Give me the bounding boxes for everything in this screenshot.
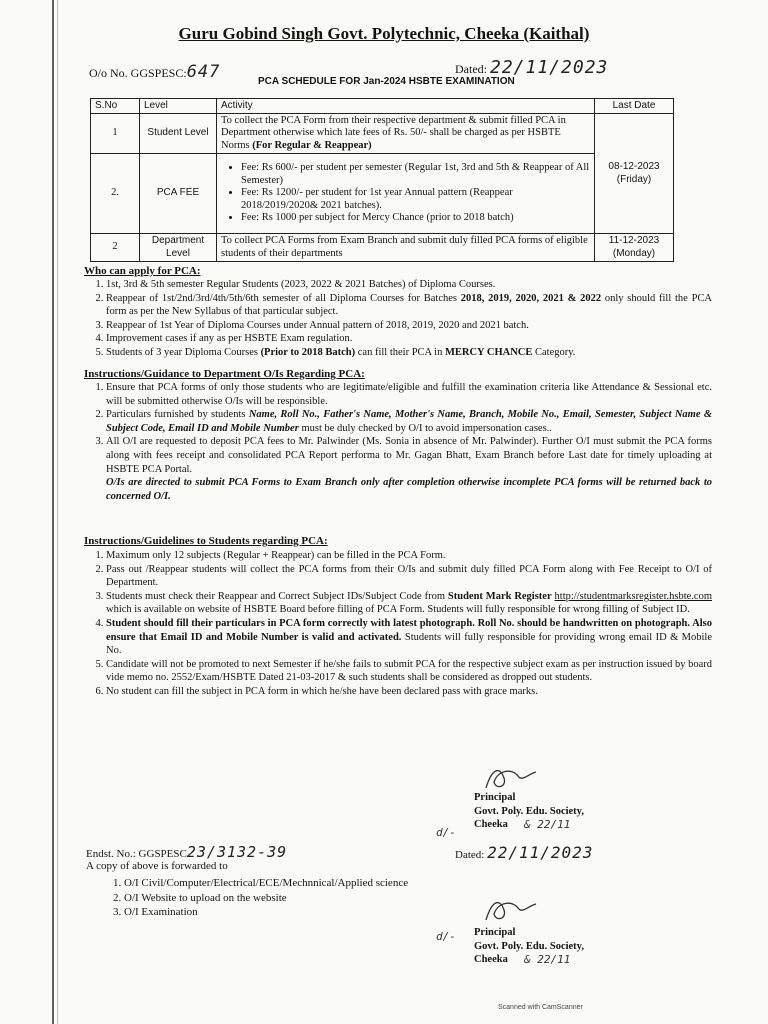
last-date-cell: 08-12-2023 (Friday): [595, 114, 674, 234]
list-item: • Fee: Rs 600/- per student per semester (Regular 1st, 3rd and 5th & Reappear of All Semester): [241, 162, 590, 187]
list-item: 5. Candidate will not be promoted to next Semester if he/she fails to submit PCA for the respective subject exam as per instruction issued by board vide memo no. 2552/Exam/HSBTE Dated 21-03-2017 & such students shall be considered as dropped out students.: [106, 658, 712, 685]
list-item: 1. Ensure that PCA forms of only those students who are legitimate/eligible and fulfill the examination criteria like Attendance & Sessional etc. will be submitted otherwise O/Is will be responsible.: [106, 381, 712, 408]
table-row: 2 Department Level To collect PCA Forms from Exam Branch and submit duly filled PCA forms of eligible students of their departments 11-12-2023 (Monday): [91, 234, 674, 262]
list-item: 1. Maximum only 12 subjects (Regular + Reappear) can be filled in the PCA Form.: [106, 549, 712, 563]
signature-block-2: Principal Govt. Poly. Edu. Society, Cheeka: [474, 927, 584, 965]
table-row: 2. PCA FEE • Fee: Rs 600/- per student per semester (Regular 1st, 3rd and 5th & Reappear of All Semester) • Fee: Rs 1200/- per student for 1st year Annual pattern (Reappear 2018/2019/2020& 2021 batches). • Fee: Rs 1000 per subject for Mercy Chance (prior to 2018 batch): [91, 154, 674, 234]
table-row: 1 Student Level To collect the PCA Form from their respective department & submit filled PCA in Department otherwise which late fees of Rs. 50/- shall be charged as per HSBTE Norms (For Regular & Reappear) 08-12-2023 (Friday): [91, 114, 674, 154]
handwritten-date: 22/11/2023: [490, 57, 609, 78]
list-item: 2. Pass out /Reappear students will collect the PCA forms from their O/Is and submit duly filled PCA Form along with Fee Receipt to O/I of Department.: [106, 563, 712, 590]
list-item: 5. Students of 3 year Diploma Courses (Prior to 2018 Batch) can fill their PCA in MERCY CHANCE Category.: [106, 346, 712, 360]
principal-signature-icon-2: [482, 894, 540, 928]
forwarded-to-list: [86, 876, 408, 920]
who-can-apply-list: [84, 278, 712, 360]
list-item: 3. Students must check their Reappear and Correct Subject IDs/Subject Code from Student Mark Register http://studentmarksregister.hsbte.com which is available on website of HSBTE Board before filling of PCA Form. Students will fully responsible for wrong filling of Subject ID.: [106, 590, 712, 617]
endorsement-number: Endst. No.: GGSPESC23/3132-39: [86, 843, 288, 861]
activity-cell: To collect the PCA Form from their respective department & submit filled PCA in Department otherwise which late fees of Rs. 50/- shall be charged as per HSBTE Norms (For Regular & Reappear): [217, 114, 595, 154]
department-instructions-list: [84, 381, 712, 503]
institution-title: Guru Gobind Singh Govt. Polytechnic, Cheeka (Kaithal): [178, 24, 590, 43]
list-item: 1. 1st, 3rd & 5th semester Regular Students (2023, 2022 & 2021 Batches) of Diploma Courses.: [106, 278, 712, 292]
list-item: 2. O/I Website to upload on the website: [124, 891, 408, 906]
list-item: 3. Reappear of 1st Year of Diploma Courses under Annual pattern of 2018, 2019, 2020 and 2021 batch.: [106, 319, 712, 333]
signature-block-1: Principal Govt. Poly. Edu. Society, Cheeka: [474, 792, 584, 830]
column-header-last-date: Last Date: [595, 99, 674, 114]
section-heading-department: Instructions/Guidance to Department O/Is Regarding PCA:: [84, 368, 365, 380]
list-item: 6. No student can fill the subject in PCA form in which he/she have been declared pass with grace marks.: [106, 685, 712, 699]
table-header-row: [91, 99, 674, 114]
signature-scrawl-2: & 22/11: [524, 953, 571, 966]
section-heading-students: Instructions/Guidelines to Students regarding PCA:: [84, 535, 328, 547]
signature-scrawl: & 22/11: [524, 818, 571, 831]
list-item: • Fee: Rs 1000 per subject for Mercy Chance (prior to 2018 batch): [241, 212, 590, 225]
handwritten-endorsement-number: 23/3132-39: [186, 843, 288, 861]
list-item: 3. O/I Examination: [124, 905, 408, 920]
endorsement-date: Dated: 22/11/2023: [455, 843, 594, 862]
list-item: 2. Reappear of 1st/2nd/3rd/4th/5th/6th semester of all Diploma Courses for Batches 2018, 2019, 2020, 2021 & 2022 only should fill the PCA form as per the New Syllabus of that particular subject.: [106, 292, 712, 319]
list-item: 2. Particulars furnished by students Name, Roll No., Father's Name, Mother's Name, Branch, Mobile No., Email, Semester, Subject Name & Subject Code, Email ID and Mobile Number must be duly checked by O/I to avoid impersonation cases..: [106, 408, 712, 435]
column-header-activity: Activity: [217, 99, 595, 114]
handwritten-order-number: 647: [186, 62, 221, 82]
list-item: 1. O/I Civil/Computer/Electrical/ECE/Mechnnical/Applied science: [124, 876, 408, 891]
list-item: • Fee: Rs 1200/- per student for 1st year Annual pattern (Reappear 2018/2019/2020& 2021 batches).: [241, 187, 590, 212]
schedule-subtitle: PCA SCHEDULE FOR Jan-2024 HSBTE EXAMINATION: [258, 76, 515, 87]
column-header-sno: S.No: [91, 99, 140, 114]
handwritten-endorsement-date: 22/11/2023: [487, 843, 594, 862]
list-item: 3. All O/I are requested to deposit PCA fees to Mr. Palwinder (Ms. Sonia in absence of Mr. Palwinder). Further O/I must submit the PCA forms along with fees receipt and consolidated PCA Report performa to Mr. Gagan Bhatt, Exam Branch before Last date for timely uploading at HSBTE PCA Portal. O/Is are directed to submit PCA Forms to Exam Branch only after completion otherwise incomplete PCA forms will be returned back to concerned O/I.: [106, 435, 712, 503]
section-heading-who-can-apply: Who can apply for PCA:: [84, 265, 201, 277]
fee-cell: [217, 154, 595, 234]
office-order-number: O/o No. GGSPESC:647: [89, 62, 221, 82]
initials-mark-2: d/-: [436, 930, 456, 943]
copy-forwarded-line: A copy of above is forwarded to: [86, 860, 228, 872]
binding-edge-shadow: [57, 0, 58, 1024]
last-date-cell: 11-12-2023 (Monday): [595, 234, 674, 262]
binding-edge-line: [52, 0, 54, 1024]
student-guidelines-list: [84, 549, 712, 699]
order-date: Dated: 22/11/2023: [455, 57, 609, 78]
column-header-level: Level: [140, 99, 217, 114]
list-item: 4. Student should fill their particulars in PCA form correctly with latest photograph. Roll No. should be handwritten on photograph. Also ensure that Email ID and Mobile Number is valid and activated. Students will fully responsible for providing wrong email ID & Mobile No.: [106, 617, 712, 658]
initials-mark: d/-: [436, 826, 456, 839]
student-marks-register-link[interactable]: http://studentmarksregister.hsbte.com: [554, 590, 713, 602]
list-item: 4. Improvement cases if any as per HSBTE Exam regulation.: [106, 332, 712, 346]
pca-schedule-table: [90, 98, 674, 262]
scanner-watermark: Scanned with CamScanner: [498, 1004, 583, 1011]
